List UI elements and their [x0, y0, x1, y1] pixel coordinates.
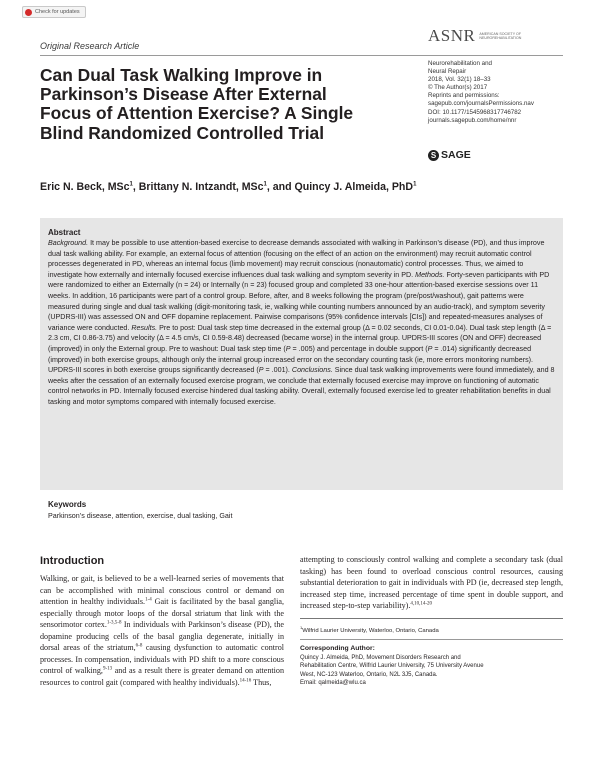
check-updates-icon: [25, 9, 32, 16]
introduction-column-1: [40, 573, 284, 688]
text-run: Gait is facilitated by the basal ganglia, especially through motor loops of the dorsal striatum that link with the sensorimotor cortex.: [40, 597, 284, 630]
italic-run: P: [258, 366, 264, 375]
author-affiliation-mark: 1: [129, 181, 133, 188]
sage-logo: [428, 149, 471, 161]
header-divider: [40, 55, 563, 56]
text-run: Since dual task walking improvements were found immediately, and 8 weeks after the cessation of an externally focused exercise program, we conclude that externally focused exercise may improve on functioning of automatic control networks in PD. Internally focused exercise hindered dual tasking ability. Overall, externally focused exercise led to greater rehabilitation benefits in dual tasking and motor symptoms compared with internally focused exercise.: [48, 366, 555, 406]
text-run: attempting to consciously control walking and complete a secondary task (dual tasking) has been found to overload conscious control resources, causing substantial deterioration to gait in individuals with PD (ie, decreased step length, increased step time, increased percentage of time spent in double support, and increased step-to-step variability).: [300, 555, 563, 611]
author-separator: , and: [266, 181, 295, 193]
italic-run: Conclusions.: [291, 366, 333, 375]
footnote-divider: [300, 618, 563, 619]
author-list: [40, 181, 416, 193]
correspondence-email[interactable]: Email: qalmeida@wlu.ca: [300, 680, 366, 687]
journal-info-line: © The Author(s) 2017: [428, 84, 488, 92]
journal-info-line: Reprints and permissions:: [428, 92, 500, 100]
text-run: and as a result there is greater demand on attention resources to control gait (compared with healthy individuals).: [40, 666, 284, 687]
introduction-heading: Introduction: [40, 555, 105, 567]
author-name: Brittany N. Intzandt, MSc: [138, 181, 264, 193]
italic-run: Methods.: [415, 270, 445, 279]
citation-superscript: 1-3,5-8: [106, 620, 122, 626]
citation-superscript: 4,10,14-20: [410, 601, 433, 607]
citation-superscript: 9-13: [102, 666, 113, 672]
check-updates-label: Check for updates: [35, 9, 80, 15]
text-run: = .001).: [263, 366, 292, 375]
journal-info-line: Neural Repair: [428, 68, 467, 76]
citation-superscript: 6-8: [135, 643, 143, 649]
text-run: Walking, or gait, is believed to be a well-learned series of movements that can be accomplished with minimal conscious control or demand on attention in healthy individuals.: [40, 574, 284, 607]
sage-logo-mark: S: [428, 150, 439, 161]
introduction-column-2: [300, 554, 563, 612]
text-run: Thus,: [251, 677, 272, 687]
affiliation-number: 1: [300, 625, 303, 630]
correspondence-line: West, NC-123 Waterloo, Ontario, N2L 3J5, Canada.: [300, 671, 438, 678]
text-run: Pre to post: Dual task step time decreased in the external group (Δ = 0.02 seconds, CI 0.01-0.04). Dual task step length (Δ = 2.3 cm, CI 0.86-3.75) and velocity (Δ = 4.5 cm/s, CI 0.59-8.48) decreased (became worse) in the internal group. UPDRS-III scores (ON and OFF) decreased (improved) in only the External group. Pre to washout: Dual task step time (: [48, 323, 552, 353]
text-run: In individuals with Parkinson’s disease (PD), the dopamine producing cells of the basal ganglia degenerate, initially in dorsal areas of the striatum,: [40, 620, 284, 653]
sage-logo-text: SAGE: [441, 149, 471, 161]
author-name: Eric N. Beck, MSc: [40, 181, 130, 193]
italic-run: P: [285, 344, 291, 353]
journal-info: [428, 60, 568, 125]
citation-superscript: 14-16: [239, 678, 252, 684]
article-title: Can Dual Task Walking Improve in Parkinson’s Disease After External Focus of Attention Exercise? A Single Blind Randomized Controlled Trial: [40, 65, 354, 143]
article-type-label: Original Research Article: [40, 41, 140, 51]
abstract-body: [48, 238, 555, 408]
author-affiliation-mark: 1: [263, 181, 267, 188]
corresponding-author-heading: Corresponding Author:: [300, 645, 375, 652]
author-affiliation-mark: 1: [413, 181, 417, 188]
italic-run: Background.: [48, 239, 89, 247]
italic-run: P: [427, 344, 433, 353]
correspondence-line: Rehabilitation Centre, Wilfrid Laurier University, 75 University Avenue: [300, 663, 484, 670]
journal-info-line: 2018, Vol. 32(1) 18–33: [428, 76, 491, 84]
text-run: It may be possible to use attention-based exercise to decrease demands associated with walking in Parkinson’s disease (PD), and thus improve dual task walking ability. For example, an external focus of attention (focusing on the effect of an action on the environment) may recruit automatic control processes degenerated in PD, whereas an internal focus (limb movement) may recruit conscious (nonautomatic) control processes. Thus, we aimed to investigate how externally and internally focused exercise influences dual task walking and symptom severity in PD.: [48, 239, 545, 279]
journal-info-line[interactable]: sagepub.com/journalsPermissions.nav: [428, 100, 534, 108]
correspondence-divider: [300, 639, 563, 640]
text-run: = .014) significantly decreased (improved) in both exercise groups, although only the internal group increased error on the secondary counting task (ie, more errors monitoring numbers). UPDRS-III scores in both exercise groups significantly decreased (: [48, 344, 534, 375]
abstract-heading: Abstract: [48, 228, 81, 237]
text-run: causing dysfunction to automatic control processes. In compensation, individuals with PD shift to a more conscious control of walking,: [40, 643, 284, 676]
journal-info-line[interactable]: DOI: 10.1177/1545968317746782: [428, 108, 522, 116]
italic-run: Results.: [131, 323, 158, 332]
text-run: Forty-seven participants with PD were randomized to either an Externally (n = 24) or Internally (n = 23) focused group and completed 33 one-hour attention-based exercise sessions over 11 weeks. In addition, 16 participants were part of a control group. Before, after, and 8 weeks following the program (pre/post/washout), gait patterns were measured during single and dual task walking (digit-monitoring task, ie, walking while counting numbers announced by an audio-track), and symptom severity (UPDRS-III) was assessed ON and OFF dopamine replacement. Pairwise comparisons (95% confidence intervals [CIs]) and repeated-measures analyses of variance were conducted.: [48, 270, 550, 332]
keywords-heading: Keywords: [48, 500, 87, 509]
journal-info-line: Neurorehabilitation and: [428, 60, 492, 67]
asnr-logo: [428, 26, 541, 46]
citation-superscript: 1-4: [145, 597, 152, 603]
asnr-logo-mark: ASNR: [428, 26, 476, 45]
author-name: Quincy J. Almeida, PhD: [294, 181, 414, 193]
corresponding-author-details: [300, 654, 562, 688]
author-separator: ,: [132, 181, 139, 193]
check-for-updates-badge[interactable]: [22, 6, 86, 18]
affiliation-text: Wilfrid Laurier University, Waterloo, Ontario, Canada: [302, 627, 439, 634]
asnr-logo-subtitle: AMERICAN SOCIETY OF NEUROREHABILITATION: [479, 31, 522, 40]
keywords-list: Parkinson’s disease, attention, exercise, dual tasking, Gait: [48, 512, 233, 520]
journal-info-line[interactable]: journals.sagepub.com/home/nnr: [428, 116, 517, 124]
affiliation-note: [300, 625, 439, 634]
text-run: = .005) and percentage in double support (: [290, 344, 428, 353]
correspondence-line: Quincy J. Almeida, PhD, Movement Disorders Research and: [300, 655, 461, 661]
